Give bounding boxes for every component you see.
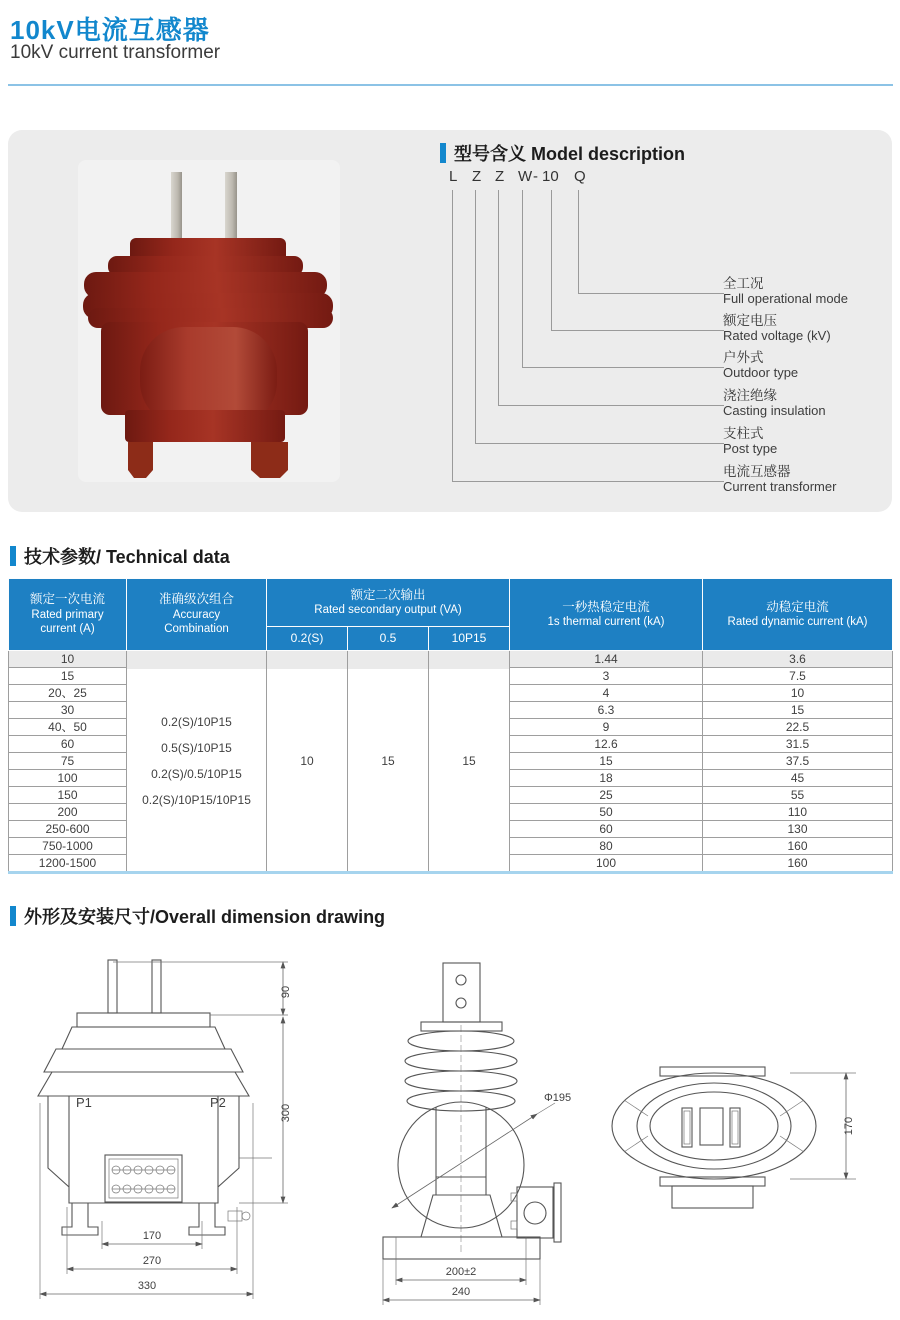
- table-row: 100 18 45: [9, 770, 893, 787]
- model-item-outdoor: 户外式 Outdoor type: [723, 350, 799, 380]
- model-code-W: W: [518, 168, 533, 185]
- col-thermal-current: 一秒热稳定电流 1s thermal current (kA): [510, 579, 703, 651]
- model-code-Z1: Z: [472, 168, 482, 185]
- model-code-Q: Q: [574, 168, 586, 185]
- table-row: 200 50 110: [9, 804, 893, 821]
- model-item-post-type: 支柱式 Post type: [723, 426, 778, 456]
- dim-270-label: 270: [142, 1255, 162, 1267]
- dim-90-label: 90: [280, 985, 292, 999]
- table-row: 15 3 7.5: [9, 668, 893, 685]
- output-02s-cell: 10: [267, 651, 348, 873]
- output-10p15-cell: 15: [429, 651, 510, 873]
- tech-table: [8, 578, 893, 874]
- terminal-p1-label: P1: [76, 1095, 92, 1110]
- model-code-L: L: [449, 168, 458, 185]
- base: [125, 410, 285, 442]
- model-item-current-transformer: 电流互感器 Current transformer: [723, 464, 837, 494]
- dim-170-label: 170: [142, 1230, 162, 1242]
- mounting-foot: [251, 442, 288, 478]
- col-primary-current: 额定一次电流 Rated primary current (A): [9, 579, 127, 651]
- model-code-10: 10: [542, 168, 559, 185]
- table-row: 30 6.3 15: [9, 702, 893, 719]
- subcol-05: 0.5: [348, 627, 429, 651]
- model-section-heading: 型号含义 Model description: [440, 140, 685, 166]
- col-secondary-output: 额定二次输出 Rated secondary output (VA): [267, 579, 510, 627]
- model-code-Z2: Z: [495, 168, 505, 185]
- table-row: 750-1000 80 160: [9, 838, 893, 855]
- page-title: 10kV电流互感器: [10, 15, 210, 45]
- table-row: 1200-1500 100 160: [9, 855, 893, 873]
- table-row: 150 25 55: [9, 787, 893, 804]
- output-05-cell: 15: [348, 651, 429, 873]
- tech-table-header: [9, 579, 893, 651]
- table-row: 60 12.6 31.5: [9, 736, 893, 753]
- dim-330-label: 330: [137, 1280, 157, 1292]
- model-item-casting: 浇注绝缘 Casting insulation: [723, 388, 826, 418]
- dim-top-170-label: 170: [843, 1116, 855, 1136]
- table-row: 20、25 4 10: [9, 685, 893, 702]
- product-photo: [78, 160, 340, 482]
- dim-240-label: 240: [451, 1286, 471, 1298]
- accuracy-combination-cell: 0.2(S)/10P15 0.5(S)/10P15 0.2(S)/0.5/10P15 0.2(S)/10P15/10P15: [127, 651, 267, 873]
- side-view-drawing: [330, 955, 602, 1320]
- table-row: 40、50 9 22.5: [9, 719, 893, 736]
- model-item-full-operational: 全工况 Full operational mode: [723, 276, 849, 306]
- dim-300-label: 300: [280, 1103, 292, 1123]
- terminal-blade-left: [171, 172, 182, 244]
- dim-200-label: 200±2: [445, 1266, 477, 1278]
- model-panel: [8, 130, 892, 512]
- subcol-10p15: 10P15: [429, 627, 510, 651]
- col-dynamic-current: 动稳定电流 Rated dynamic current (kA): [703, 579, 893, 651]
- top-view-drawing: [600, 1020, 890, 1275]
- tech-section-heading: 技术参数/ Technical data: [10, 543, 230, 569]
- heading-bar: [440, 143, 446, 163]
- page-subtitle: 10kV current transformer: [10, 42, 221, 63]
- table-row: 250-600 60 130: [9, 821, 893, 838]
- table-row: 75 15 37.5: [9, 753, 893, 770]
- heading-bar: [10, 906, 16, 926]
- mounting-foot: [128, 442, 153, 478]
- heading-bar: [10, 546, 16, 566]
- model-code-hyphen: -: [533, 168, 538, 185]
- terminal-block-bolts: [112, 1166, 175, 1193]
- dim-dia195-label: Φ195: [544, 1092, 572, 1104]
- model-item-rated-voltage: 额定电压 Rated voltage (kV): [723, 313, 831, 343]
- subcol-02s: 0.2(S): [267, 627, 348, 651]
- terminal-blade-right: [225, 172, 237, 244]
- col-accuracy: 准确级次组合 Accuracy Combination: [127, 579, 267, 651]
- front-view-drawing: [10, 955, 310, 1315]
- terminal-p2-label: P2: [210, 1095, 226, 1110]
- table-row: 10 0.2(S)/10P15 0.5(S)/10P15 0.2(S)/0.5/10P15 0.2(S)/10P15/10P15 10 15 15 1.44 3.6: [9, 651, 893, 668]
- dimension-section-heading: 外形及安装尺寸/Overall dimension drawing: [10, 903, 385, 929]
- header-divider: [8, 84, 893, 86]
- connector-L: [452, 190, 724, 482]
